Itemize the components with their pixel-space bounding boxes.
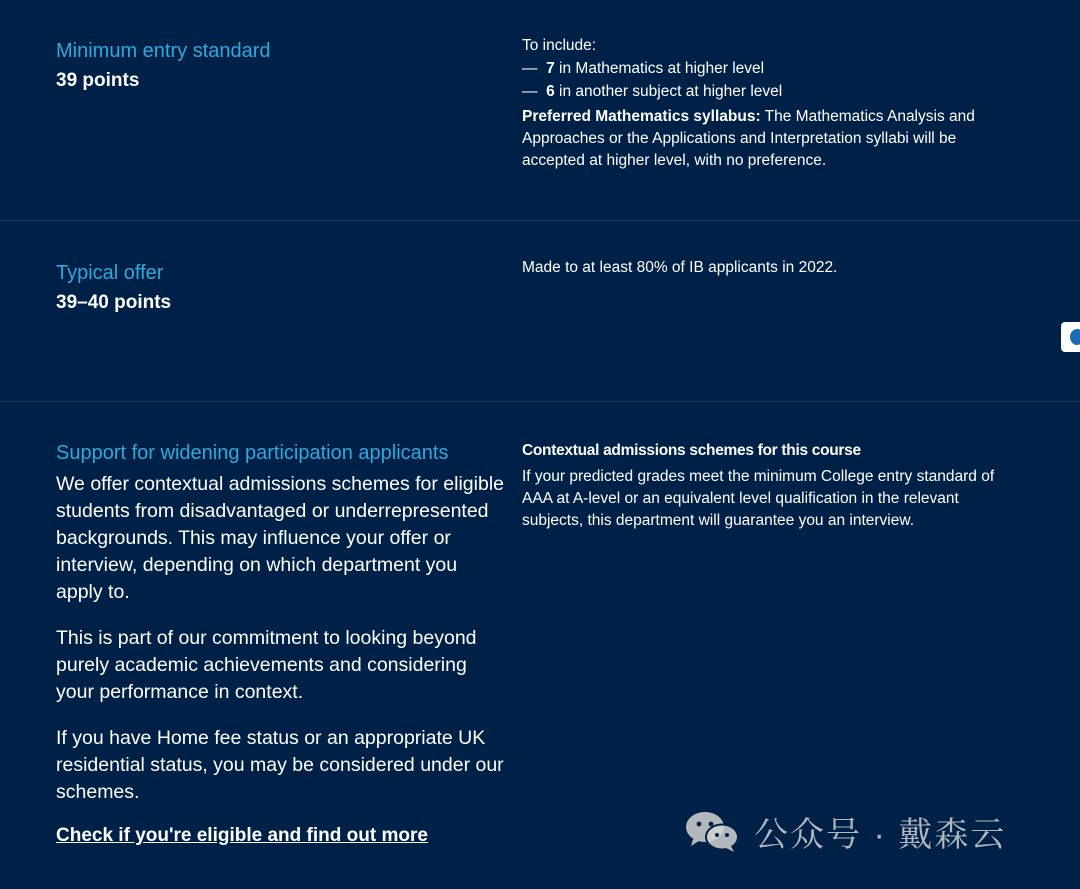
requirement-text: in Mathematics at higher level [554, 60, 765, 77]
feedback-side-tab[interactable] [1061, 322, 1080, 352]
wechat-icon [684, 809, 740, 853]
section-minimum-entry [0, 0, 1080, 220]
typical-offer-left [56, 259, 506, 317]
syllabus-text: The Mathematics Analysis and Approaches or the Applications and Interpretation syllabi will be accepted at higher level, with no preference. [522, 108, 975, 169]
minimum-entry-value: 39 points [56, 70, 140, 91]
requirement-item [522, 57, 1022, 80]
watermark [684, 806, 1006, 856]
minimum-entry-details [522, 35, 1022, 172]
typical-offer-note: Made to at least 80% of IB applicants in 2022. [522, 259, 838, 276]
body-paragraph: If you have Home fee status or an appropriate UK residential status, you may be considered under our schemes. [56, 727, 504, 803]
body-paragraph: This is part of our commitment to looking beyond purely academic achievements and considering your performance in context. [56, 627, 477, 703]
contextual-admissions-details [522, 440, 1022, 532]
check-eligibility-link[interactable]: Check if you're eligible and find out more [56, 825, 428, 846]
requirement-grade: 6 [546, 83, 555, 100]
typical-offer-details [522, 257, 1022, 279]
requirement-text: in another subject at higher level [554, 83, 783, 100]
requirement-grade: 7 [546, 60, 555, 77]
dash-glyph: — [522, 60, 538, 77]
section-typical-offer [0, 221, 1080, 401]
minimum-entry-heading: Minimum entry standard [56, 40, 271, 62]
requirement-item [522, 80, 1022, 103]
widening-participation-left [56, 439, 506, 847]
watermark-text: 公众号 · 戴森云 [754, 815, 1007, 854]
syllabus-label: Preferred Mathematics syllabus: [522, 108, 761, 125]
typical-offer-heading: Typical offer [56, 262, 164, 284]
minimum-entry-left [56, 37, 506, 95]
contextual-admissions-text: If your predicted grades meet the minimum College entry standard of AAA at A-level or an equivalent level qualification in the relevant subjects, this department will guarantee you an interview. [522, 468, 995, 529]
requirements-intro: To include: [522, 37, 597, 54]
typical-offer-value: 39–40 points [56, 292, 172, 313]
feedback-icon [1070, 329, 1080, 345]
syllabus-note [522, 106, 1022, 172]
widening-participation-heading: Support for widening participation applicants [56, 442, 449, 464]
body-paragraph: We offer contextual admissions schemes for eligible students from disadvantaged or underrepresented backgrounds. This may influence your offer or interview, depending on which department you apply to. [56, 473, 504, 603]
widening-participation-body [56, 471, 506, 806]
contextual-admissions-title: Contextual admissions schemes for this course [522, 442, 861, 459]
dash-glyph: — [522, 83, 538, 100]
